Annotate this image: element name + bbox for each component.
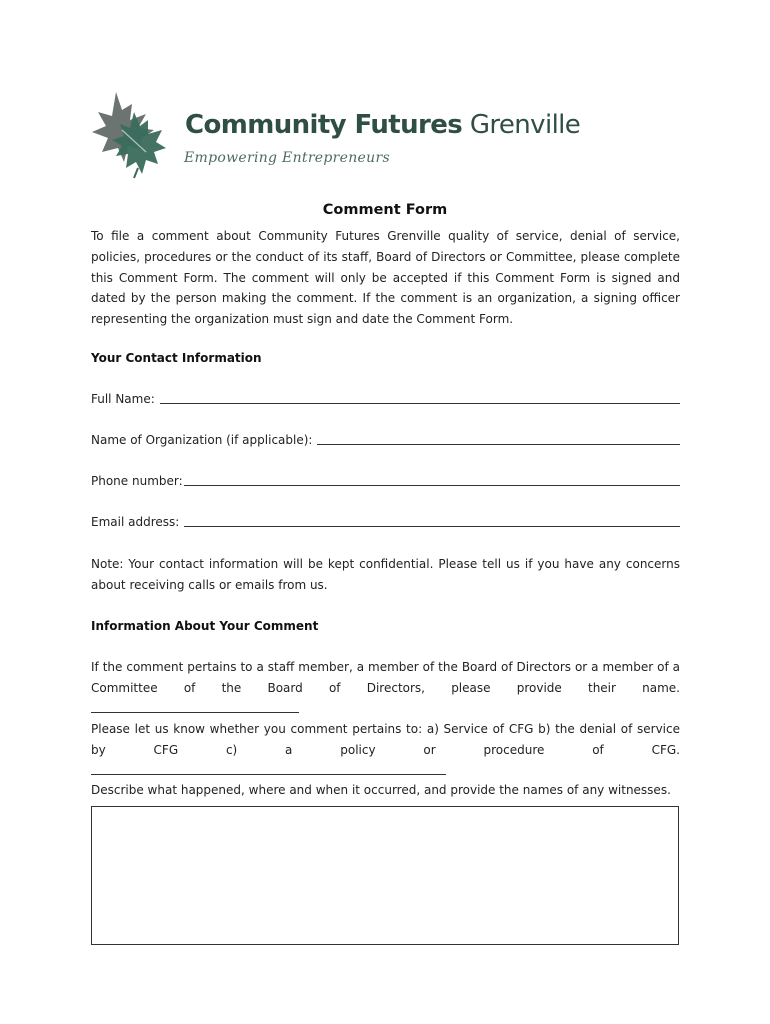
pertains-question	[91, 719, 680, 781]
intro-paragraph: To file a comment about Community Futures Grenville quality of service, denial of service, policies, procedures or the conduct of its staff, Board of Directors or Committee, please complete this Comment Form. The comment will only be accepted if this Comment Form is signed and dated by the person making the comment. If the comment is an organization, a signing officer representing the organization must sign and date the Comment Form.	[91, 229, 680, 327]
full-name-line[interactable]	[160, 403, 680, 404]
tagline: Empowering Entrepreneurs	[184, 150, 390, 166]
description-textbox[interactable]	[91, 806, 679, 945]
organization-field[interactable]	[91, 433, 680, 447]
maple-leaf-icon	[88, 90, 168, 180]
org-name	[185, 110, 580, 140]
full-name-label: Full Name:	[91, 392, 159, 406]
staff-name-line[interactable]	[91, 711, 299, 713]
email-line[interactable]	[184, 526, 680, 527]
organization-line[interactable]	[317, 444, 680, 445]
confidentiality-note: Note: Your contact information will be kept confidential. Please tell us if you have any concerns about receiving calls or emails from us.	[91, 557, 680, 592]
staff-question	[91, 657, 680, 719]
full-name-field[interactable]	[91, 392, 680, 406]
phone-label: Phone number:	[91, 474, 183, 488]
pertains-answer-line[interactable]	[91, 773, 446, 775]
org-logo	[88, 90, 581, 180]
organization-label: Name of Organization (if applicable):	[91, 433, 317, 447]
contact-section-heading: Your Contact Information	[91, 351, 262, 365]
staff-question-text: If the comment pertains to a staff member, a member of the Board of Directors or a member of a Committee of the Board of Directors, please provide their name.	[91, 660, 680, 695]
pertains-question-text: Please let us know whether you comment pertains to: a) Service of CFG b) the denial of service by CFG c) a policy or procedure of CFG.	[91, 722, 680, 757]
email-field[interactable]	[91, 515, 680, 529]
page-title: Comment Form	[322, 202, 448, 218]
org-name-bold: Community Futures	[185, 110, 463, 140]
email-label: Email address:	[91, 515, 184, 529]
describe-prompt: Describe what happened, where and when it occurred, and provide the names of any witnesses.	[91, 783, 671, 797]
phone-line[interactable]	[184, 485, 680, 486]
org-name-regular: Grenville	[469, 110, 581, 140]
comment-section-heading: Information About Your Comment	[91, 619, 319, 633]
phone-field[interactable]	[91, 474, 680, 488]
